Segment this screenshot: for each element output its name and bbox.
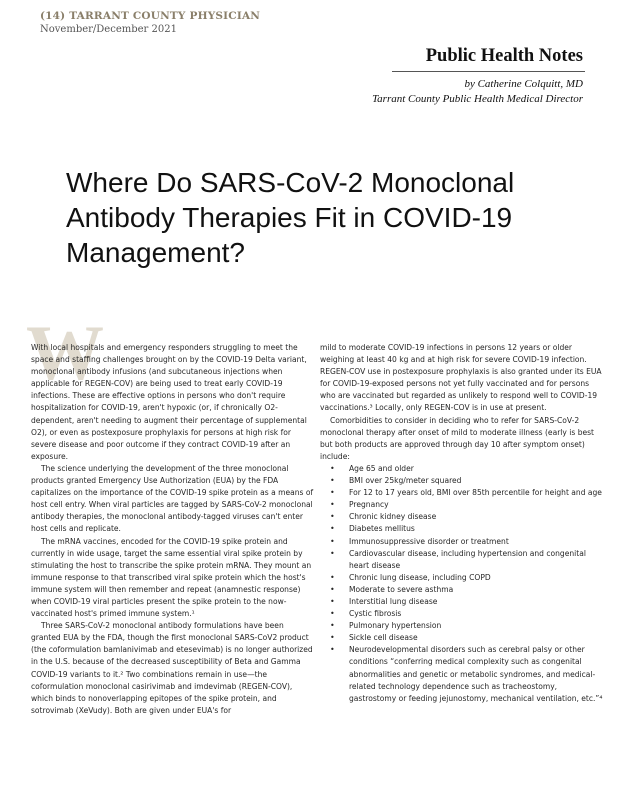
bullet-icon: • xyxy=(330,512,335,522)
article-column-left xyxy=(31,342,314,717)
list-item: • Interstitial lung disease xyxy=(320,596,603,608)
list-item: • Immunosuppressive disorder or treatment xyxy=(320,536,603,548)
list-item: • Pregnancy xyxy=(320,499,603,511)
bullet-icon: • xyxy=(330,572,335,582)
list-item: • Chronic lung disease, including COPD xyxy=(320,572,603,584)
body-paragraph: Comorbidities to consider in deciding who to refer for SARS-CoV-2 monoclonal therapy after onset of mild to moderate illness (early is best but both products are approved through day 10 after symptom onset) include: xyxy=(320,415,595,461)
list-item: • Neurodevelopmental disorders such as cerebral palsy or other conditions “conferring medical complexity such as congenital abnormalities and genetic or metabolic syndromes, and medical-related technology dependence such as tracheostomy, gastrostomy or feeding jejunostomy, mechanical ventilation, etc.”⁴ xyxy=(330,645,603,703)
list-item: • Cystic fibrosis xyxy=(320,608,603,620)
byline-author: by Catherine Colquitt, MD xyxy=(464,78,583,90)
list-item: • For 12 to 17 years old, BMI over 85th percentile for height and age xyxy=(320,487,603,499)
bullet-icon: • xyxy=(330,609,335,619)
publication-issue-label: (14) TARRANT COUNTY PHYSICIAN xyxy=(40,10,261,22)
bullet-icon: • xyxy=(330,476,335,486)
bullet-icon: • xyxy=(330,548,335,558)
article-headline: Where Do SARS-CoV-2 Monoclonal Antibody Therapies Fit in COVID-19 Management? xyxy=(66,167,515,268)
article-column-right xyxy=(320,342,603,705)
comorbidity-list xyxy=(320,463,603,705)
drop-cap: W xyxy=(26,309,104,396)
list-item: • Moderate to severe asthma xyxy=(320,584,603,596)
bullet-icon: • xyxy=(330,596,335,606)
body-paragraph: Three SARS-CoV-2 monoclonal antibody formulations have been granted EUA by the FDA, though the first monoclonal SARS-CoV2 product (the coformulation bamlanivimab and etesevimab) is no longer authorized in the U.S. because of the decreased susceptibility of Beta and Gamma COVID-19 variants to it.² Two combinations remain in use—the coformulation monoclonal casirivimab and imdevimab (REGEN-COV), which binds to nonoverlapping epitopes of the spike protein, and sotrovimab (XeVudy). Both are given under EUA's for xyxy=(31,621,313,715)
body-paragraph: The mRNA vaccines, encoded for the COVID-19 spike protein and currently in wide usage, target the same essential viral spike protein by stimulating the host to transcribe the spike protein mRNA. They mount an immune response to that transcribed viral spike protein which the host's immune system will then remember and repeat (anamnestic response) when COVID-19 viral particles present the spike protein to the now-vaccinated host's primed immune system.¹ xyxy=(31,536,312,619)
bullet-icon: • xyxy=(330,536,335,546)
list-item: • Sickle cell disease xyxy=(320,632,603,644)
bullet-icon: • xyxy=(330,621,335,631)
list-item: • Chronic kidney disease xyxy=(320,511,603,523)
byline-role: Tarrant County Public Health Medical Director xyxy=(372,93,583,105)
byline xyxy=(372,77,583,107)
section-title: Public Health Notes xyxy=(425,46,583,66)
bullet-icon: • xyxy=(330,633,335,643)
bullet-icon: • xyxy=(330,463,335,473)
list-item: • Diabetes mellitus xyxy=(320,523,603,535)
body-paragraph: The science underlying the development of the three monoclonal products granted Emergency Use Authorization (EUA) by the FDA capitalizes on the importance of the COVID-19 spike protein as a means of host cell entry. When viral particles are tagged by SARS-CoV-2 monoclonal antibody therapies, the monoclonal antibody-tagged viruses can't enter host cells and replicate. xyxy=(31,463,314,534)
bullet-icon: • xyxy=(330,488,335,498)
bullet-icon: • xyxy=(330,645,335,655)
list-item: • Pulmonary hypertension xyxy=(320,620,603,632)
issue-date: November/December 2021 xyxy=(40,24,177,35)
body-paragraph: With local hospitals and emergency responders struggling to meet the space and staffing challenges brought on by the COVID-19 Delta variant, monoclonal antibody infusions (and subcutaneous injections when applicable for REGEN-COV) are being used to treat early COVID-19 infections. These are effective options in persons who don't require hospitalization for COVID-19, aren't hypoxic (or, if chronically O2-dependent, aren't needing to augment their percentage of supplemental O2), or even as postexposure prophylaxis for persons at high risk for severe disease and poor outcome if they contract COVID-19 after an exposure. xyxy=(31,343,307,461)
body-paragraph: mild to moderate COVID-19 infections in persons 12 years or older weighing at least 40 kg and at high risk for severe COVID-19 infection. REGEN-COV use in postexposure prophylaxis is also granted under its EUA for COVID-19-exposed persons not yet fully vaccinated and for persons who are vaccinated but regarded as unlikely to respond well to COVID-19 vaccinations.³ Locally, only REGEN-COV is in use at present. xyxy=(320,343,602,413)
section-divider xyxy=(392,71,585,72)
list-item: • BMI over 25kg/meter squared xyxy=(320,475,603,487)
bullet-icon: • xyxy=(330,524,335,534)
list-item: • Cardiovascular disease, including hypertension and congenital heart disease xyxy=(330,548,586,570)
bullet-icon: • xyxy=(330,584,335,594)
bullet-icon: • xyxy=(330,500,335,510)
list-item: • Age 65 and older xyxy=(320,463,603,475)
